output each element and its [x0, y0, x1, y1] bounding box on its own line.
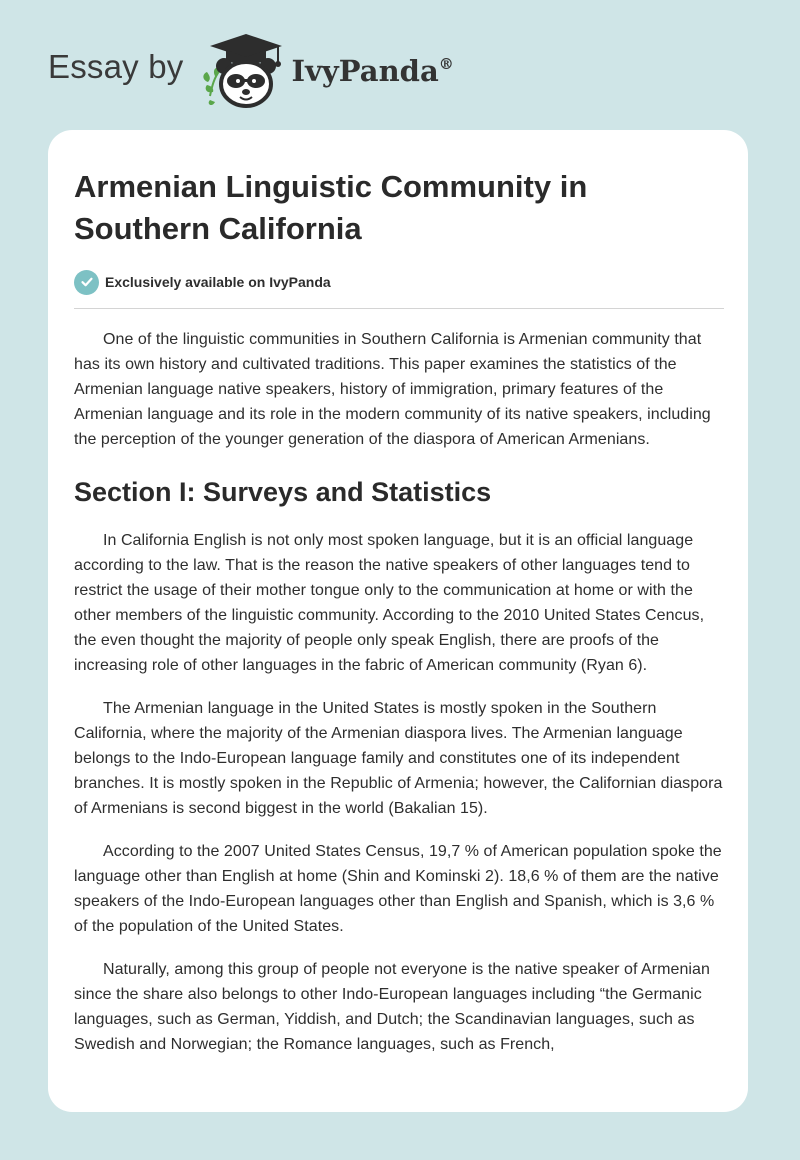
site-header: [48, 30, 454, 110]
ivypanda-logo-icon[interactable]: [198, 30, 290, 110]
brand-name-text: IvyPanda: [291, 54, 439, 88]
intro-paragraph: One of the linguistic communities in Southern California is Armenian community that has its own history and cultivated traditions. This paper examines the statistics of the Armenian language native speakers, history of immigration, primary features of the Armenian language and its role in the modern community of its native speakers, including the perception of the younger generation of the diaspora of American Armenians.: [74, 331, 711, 448]
availability-text: Exclusively available on IvyPanda: [105, 274, 331, 290]
section-paragraph: In California English is not only most spoken language, but it is an official language according to the law. That is the reason the native speakers of other languages tend to restrict the usage of their mother tongue only to the communication at home or with the other members of the linguistic community. According to the 2010 United States Cencus, the even thought the majority of people only speak English, there are proofs of the increasing role of other languages in the fabric of American community (Ryan 6).: [74, 532, 705, 674]
divider: [74, 308, 724, 309]
brand-name[interactable]: [292, 54, 454, 88]
availability-badge: [74, 268, 724, 296]
section-paragraph: According to the 2007 United States Census, 19,7 % of American population spoke the language other than English at home (Shin and Kominski 2). 18,6 % of them are the native speakers of the Indo-European languages other than English and Spanish, which is 3,6 % of the population of the United States.: [74, 843, 722, 935]
section-paragraph: Naturally, among this group of people not everyone is the native speaker of Armenian since the share also belongs to other Indo-European languages including “the Germanic languages, such as German, Yiddish, and Dutch; the Scandinavian languages, such as Swedish and Norwegian; the Romance languages, such as French,: [74, 961, 710, 1053]
brand-prefix: Essay by: [48, 48, 184, 85]
essay-card: [48, 130, 748, 1112]
check-icon: [74, 270, 99, 295]
section-paragraph: The Armenian language in the United States is mostly spoken in the Southern California, where the majority of the Armenian diaspora lives. The Armenian language belongs to the Indo-European language family and constitutes one of its independent branches. It is mostly spoken in the Republic of Armenia; however, the Californian diaspora of Armenians is second biggest in the world (Bakalian 15).: [74, 700, 723, 817]
essay-content: [74, 166, 724, 1057]
essay-title: Armenian Linguistic Community in Southern California: [74, 169, 588, 246]
registered-mark: ®: [438, 55, 454, 73]
section-heading: Section I: Surveys and Statistics: [74, 477, 492, 507]
